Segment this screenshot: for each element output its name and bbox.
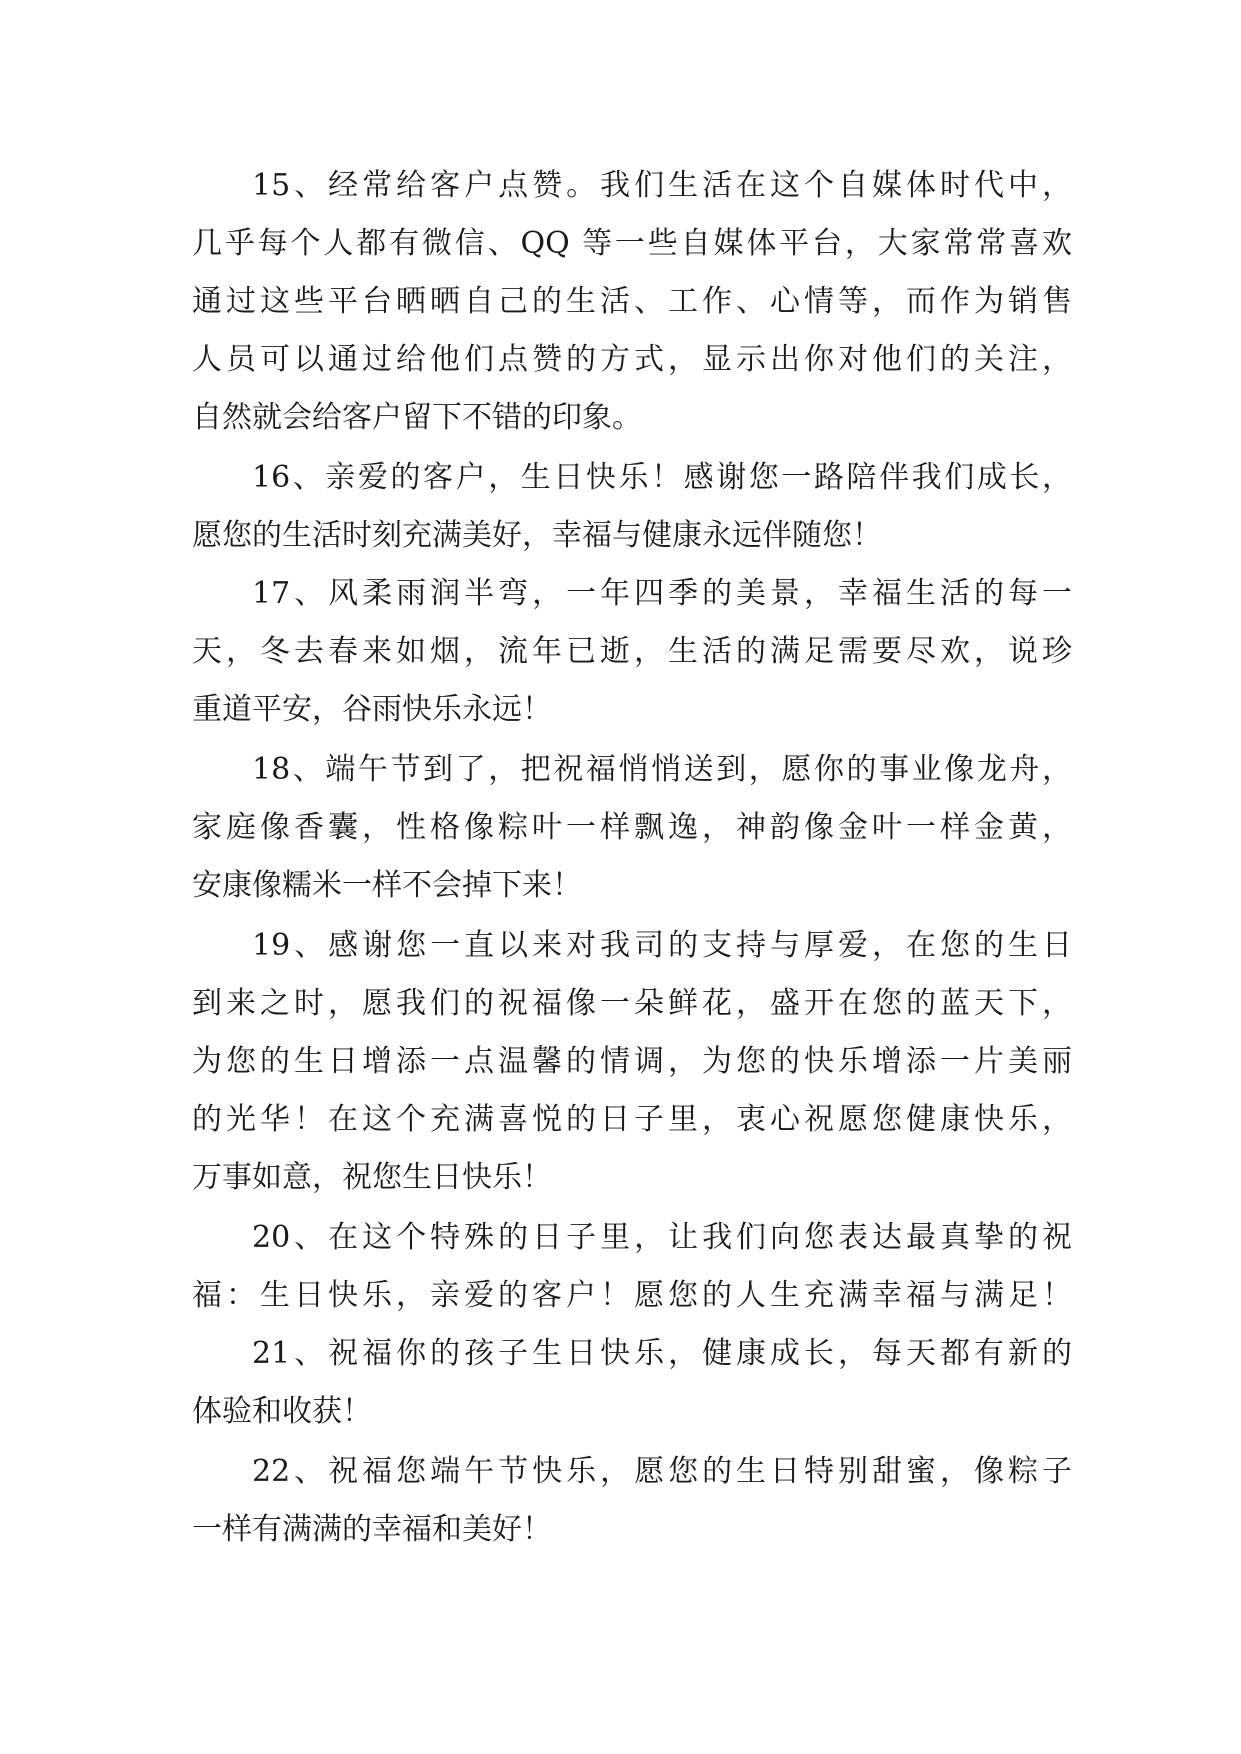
- paragraph-17-line-1: 17、风柔雨润半弯，一年四季的美景，幸福生活的每一: [252, 576, 1072, 611]
- paragraph-18-line-1: 18、端午节到了，把祝福悄悄送到，愿你的事业像龙舟，: [252, 752, 1072, 787]
- paragraph-20-line-1: 20、在这个特殊的日子里，让我们向您表达最真挚的祝: [252, 1220, 1072, 1255]
- paragraph-19-line-2: 到来之时，愿我们的祝福像一朵鲜花，盛开在您的蓝天下，: [192, 986, 1072, 1021]
- paragraph-17-line-3: 重道平安，谷雨快乐永远！: [192, 692, 552, 727]
- paragraph-21-line-2: 体验和收获！: [192, 1394, 372, 1429]
- paragraph-19-line-3: 为您的生日增添一点温馨的情调，为您的快乐增添一片美丽: [192, 1044, 1072, 1079]
- paragraph-18-line-3: 安康像糯米一样不会掉下来！: [192, 868, 582, 903]
- paragraph-15-line-5: 自然就会给客户留下不错的印象。: [192, 400, 642, 435]
- paragraph-18-line-2: 家庭像香囊，性格像粽叶一样飘逸，神韵像金叶一样金黄，: [192, 810, 1072, 845]
- paragraph-16-line-1: 16、亲爱的客户，生日快乐！感谢您一路陪伴我们成长，: [252, 460, 1072, 495]
- paragraph-21-line-1: 21、祝福你的孩子生日快乐，健康成长，每天都有新的: [252, 1336, 1072, 1371]
- paragraph-15-line-4: 人员可以通过给他们点赞的方式，显示出你对他们的关注，: [192, 342, 1072, 377]
- paragraph-20-line-2: 福：生日快乐，亲爱的客户！愿您的人生充满幸福与满足！: [192, 1278, 1072, 1313]
- paragraph-22-line-1: 22、祝福您端午节快乐，愿您的生日特别甜蜜，像粽子: [252, 1454, 1072, 1489]
- paragraph-19-line-5: 万事如意，祝您生日快乐！: [192, 1160, 552, 1195]
- paragraph-16-line-2: 愿您的生活时刻充满美好，幸福与健康永远伴随您！: [192, 518, 882, 553]
- paragraph-19-line-1: 19、感谢您一直以来对我司的支持与厚爱，在您的生日: [252, 928, 1072, 963]
- paragraph-19-line-4: 的光华！在这个充满喜悦的日子里，衷心祝愿您健康快乐，: [192, 1102, 1072, 1137]
- paragraph-15-line-1: 15、经常给客户点赞。我们生活在这个自媒体时代中，: [252, 168, 1072, 203]
- paragraph-15-line-3: 通过这些平台晒晒自己的生活、工作、心情等，而作为销售: [192, 284, 1072, 319]
- paragraph-17-line-2: 天，冬去春来如烟，流年已逝，生活的满足需要尽欢，说珍: [192, 634, 1072, 669]
- paragraph-22-line-2: 一样有满满的幸福和美好！: [192, 1512, 552, 1547]
- paragraph-15-line-2: 几乎每个人都有微信、QQ 等一些自媒体平台，大家常常喜欢: [192, 226, 1072, 261]
